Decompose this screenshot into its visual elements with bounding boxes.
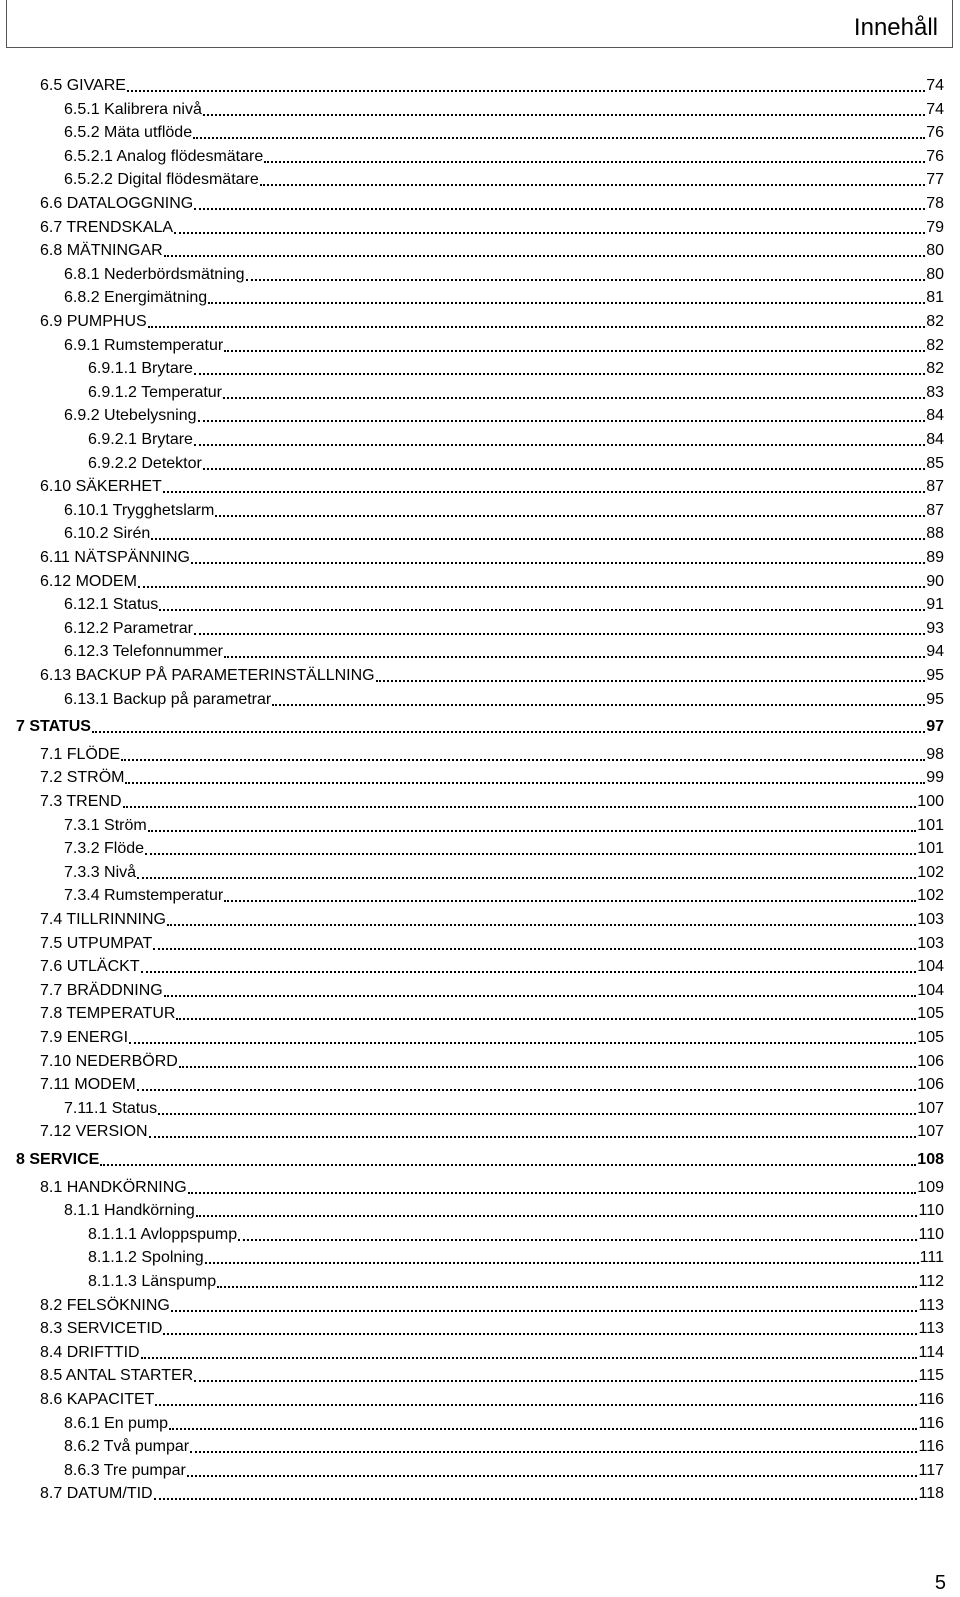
toc-entry-label: 7.11.1 Status [64,1099,158,1117]
dot-leader [194,633,925,635]
toc-entry-page: 87 [926,478,944,496]
toc-chapter-entry[interactable] [16,715,944,737]
dot-leader [203,468,925,470]
toc-entry-page: 87 [926,501,944,519]
toc-entry-label: 6.11 NÄTSPÄNNING [40,549,190,566]
toc-entry-page: 103 [917,911,944,928]
toc-entry-page: 95 [926,690,944,708]
dot-leader [125,782,925,784]
toc-entry[interactable] [40,74,944,96]
toc-entry[interactable] [40,955,944,977]
toc-entry[interactable] [40,1073,944,1095]
dot-leader [148,326,926,328]
toc-entry-label: 8.1.1.1 Avloppspump [88,1225,238,1243]
toc-entry-page: 83 [926,383,944,401]
toc-entry-page: 89 [926,549,944,566]
toc-entry-page: 99 [926,769,944,787]
dot-leader [217,1286,917,1288]
toc-entry-label: 6.9.2 Utebelysning [64,407,197,425]
toc-entry-page: 114 [918,1343,944,1361]
toc-entry-label: 6.10.2 Sirén [64,525,151,543]
toc-entry-page: 76 [926,124,944,142]
toc-entry[interactable] [64,168,944,190]
dot-leader [224,350,925,352]
toc-entry[interactable] [88,1270,944,1292]
toc-entry[interactable] [64,640,944,662]
toc-entry-label: 6.13 BACKUP PÅ PARAMETERINSTÄLLNING [40,667,375,684]
toc-entry-label: 6.12.2 Parametrar [64,619,193,637]
toc-entry-page: 101 [917,816,944,834]
dot-leader [137,1089,917,1091]
dot-leader [151,538,925,540]
toc-entry-label: 7.3.3 Nivå [64,863,137,881]
toc-entry-label: 8.6 KAPACITET [40,1391,155,1408]
toc-entry-label: 6.8 MÄTNINGAR [40,242,163,260]
toc-entry[interactable] [64,334,944,356]
toc-entry[interactable] [88,381,944,403]
toc-entry[interactable] [64,404,944,426]
toc-entry-label: 6.5 GIVARE [40,77,126,94]
dot-leader [159,609,925,611]
toc-entry-label: 7.4 TILLRINNING [40,911,166,928]
dot-leader [224,656,925,658]
dot-leader [238,1239,917,1241]
toc-entry-label: 7 STATUS [16,718,91,736]
toc-entry-page: 118 [918,1485,944,1503]
toc-entry-label: 6.9.2.2 Detektor [88,454,202,472]
toc-entry[interactable] [64,522,944,544]
toc-entry-label: 8.6.2 Två pumpar [64,1438,190,1456]
toc-entry-page: 90 [926,572,944,590]
toc-entry-label: 6.12 MODEM [40,572,137,590]
dot-leader [264,161,925,163]
toc-entry-label: 6.13.1 Backup på parametrar [64,690,272,708]
toc-entry-label: 8.3 SERVICETID [40,1320,163,1338]
dot-leader [164,995,917,997]
dot-leader [272,704,925,706]
toc-entry-page: 117 [918,1461,944,1479]
toc-entry-label: 8.5 ANTAL STARTER [40,1367,194,1385]
toc-entry-label: 6.9.1.2 Temperatur [88,383,223,401]
toc-entry[interactable] [40,1120,944,1142]
toc-entry[interactable] [64,121,944,143]
toc-entry[interactable] [40,1341,944,1363]
toc-entry-page: 84 [926,407,944,425]
toc-entry[interactable] [64,814,944,836]
dot-leader [208,302,925,304]
toc-entry-page: 106 [917,1052,944,1070]
toc-entry-label: 6.9.2.1 Brytare [88,431,193,448]
toc-entry-page: 82 [926,313,944,330]
toc-entry-label: 7.7 BRÄDDNING [40,981,163,999]
dot-leader [205,1262,919,1264]
toc-entry[interactable] [64,1459,944,1481]
toc-entry-page: 78 [926,195,944,212]
dot-leader [100,1164,916,1166]
toc-entry-label: 6.7 TRENDSKALA [40,218,174,236]
dot-leader [179,1066,916,1068]
toc-entry-label: 8 SERVICE [16,1151,100,1168]
toc-entry-label: 8.6.3 Tre pumpar [64,1461,186,1479]
toc-entry[interactable] [40,546,944,568]
toc-entry-page: 77 [926,171,944,189]
toc-entry-page: 97 [926,718,944,736]
toc-entry-label: 6.12.1 Status [64,596,159,614]
toc-entry-page: 79 [926,218,944,236]
dot-leader [190,1451,917,1453]
toc-entry-label: 7.5 UTPUMPAT [40,934,153,952]
toc-entry-label: 7.3.1 Ström [64,816,147,834]
dot-leader [176,1018,916,1020]
toc-entry-page: 93 [926,619,944,637]
toc-entry[interactable] [40,790,944,812]
toc-entry[interactable] [64,263,944,285]
toc-entry[interactable] [40,1002,944,1024]
toc-entry-page: 107 [917,1123,944,1141]
toc-entry[interactable] [64,884,944,906]
toc-entry[interactable] [88,1246,944,1268]
toc-entry-page: 116 [918,1438,944,1456]
toc-entry-page: 104 [917,981,944,999]
toc-entry[interactable] [40,908,944,930]
dot-leader [246,279,926,281]
toc-entry[interactable] [88,357,944,379]
toc-entry[interactable] [40,1317,944,1339]
toc-entry[interactable] [40,310,944,332]
toc-entry-page: 76 [926,147,944,165]
toc-entry[interactable] [64,617,944,639]
section-title: Innehåll [853,14,938,41]
toc-entry-label: 8.1.1 Handkörning [64,1202,195,1220]
toc-entry-page: 95 [926,667,944,684]
toc-entry-page: 110 [918,1225,944,1243]
toc-entry-page: 105 [917,1029,944,1046]
toc-entry[interactable] [88,1223,944,1245]
dot-leader [127,90,925,92]
toc-entry[interactable] [40,743,944,765]
toc-entry-page: 80 [926,242,944,260]
dot-leader [191,562,925,564]
toc-entry-label: 8.6.1 En pump [64,1414,169,1432]
dot-leader [141,1357,918,1359]
toc-entry-label: 7.10 NEDERBÖRD [40,1052,178,1070]
toc-entry-label: 7.2 STRÖM [40,769,125,787]
dot-leader [154,1498,918,1500]
toc-entry-page: 80 [926,265,944,283]
toc-entry-page: 74 [926,77,944,94]
dot-leader [196,1215,918,1217]
dot-leader [171,1310,918,1312]
toc-entry-page: 81 [926,289,944,307]
toc-entry-label: 8.7 DATUM/TID [40,1485,153,1503]
toc-entry-label: 7.11 MODEM [40,1076,136,1094]
toc-entry[interactable] [64,861,944,883]
toc-entry-page: 94 [926,643,944,661]
toc-entry[interactable] [88,452,944,474]
dot-leader [145,853,916,855]
toc-entry-label: 7.9 ENERGI [40,1029,129,1046]
toc-entry-page: 109 [917,1178,944,1196]
dot-leader [123,806,917,808]
toc-entry-label: 8.1 HANDKÖRNING [40,1178,187,1196]
toc-entry[interactable] [40,979,944,1001]
toc-entry-page: 106 [917,1076,944,1094]
dot-leader [164,255,926,257]
toc-entry[interactable] [40,216,944,238]
dot-leader [224,900,916,902]
toc-entry-page: 82 [926,336,944,354]
dot-leader [194,1380,917,1382]
toc-entry[interactable] [64,499,944,521]
toc-entry-page: 113 [918,1296,944,1314]
dot-leader [169,1428,917,1430]
toc-entry[interactable] [40,932,944,954]
toc-entry-label: 7.3.2 Flöde [64,840,145,858]
dot-leader [155,1404,917,1406]
toc-entry[interactable] [64,145,944,167]
toc-entry-page: 103 [917,934,944,952]
toc-entry[interactable] [64,98,944,120]
toc-entry-label: 6.10 SÄKERHET [40,478,162,496]
toc-entry-label: 6.8.2 Energimätning [64,289,208,307]
toc-entry[interactable] [64,593,944,615]
dot-leader [149,1136,917,1138]
dot-leader [223,397,925,399]
toc-entry-label: 7.12 VERSION [40,1123,148,1141]
toc-entry-label: 6.9.1.1 Brytare [88,360,193,378]
dot-leader [203,114,925,116]
toc-entry[interactable] [40,192,944,214]
dot-leader [148,830,917,832]
dot-leader [121,759,925,761]
toc-entry-label: 6.12.3 Telefonnummer [64,643,223,661]
toc-entry[interactable] [40,475,944,497]
toc-entry[interactable] [40,1388,944,1410]
dot-leader [198,420,926,422]
toc-entry-label: 7.3 TREND [40,793,122,810]
toc-entry[interactable] [40,570,944,592]
dot-leader [158,1113,916,1115]
toc-entry-label: 6.9.1 Rumstemperatur [64,336,224,354]
dot-leader [194,208,925,210]
toc-entry-page: 102 [917,887,944,905]
toc-entry-label: 7.6 UTLÄCKT [40,958,140,976]
toc-entry-label: 8.1.1.3 Länspump [88,1273,217,1290]
toc-entry-page: 113 [918,1320,944,1338]
toc-entry[interactable] [64,1435,944,1457]
toc-entry-label: 8.2 FELSÖKNING [40,1296,170,1314]
toc-entry[interactable] [64,837,944,859]
toc-entry-label: 8.4 DRIFTTID [40,1343,140,1361]
toc-entry[interactable] [40,1364,944,1386]
toc-chapter-entry[interactable] [16,1148,944,1170]
toc-entry-page: 116 [918,1391,944,1408]
dot-leader [188,1192,917,1194]
dot-leader [163,491,925,493]
toc-entry-label: 6.5.1 Kalibrera nivå [64,100,202,118]
toc-entry-label: 6.5.2.1 Analog flödesmätare [64,147,264,165]
dot-leader [187,1475,918,1477]
dot-leader [174,232,925,234]
toc-entry-label: 6.10.1 Trygghetslarm [64,501,215,519]
dot-leader [138,586,925,588]
dot-leader [141,971,917,973]
toc-entry-page: 115 [918,1367,944,1385]
toc-entry[interactable] [40,1482,944,1504]
toc-entry-page: 91 [926,596,944,614]
toc-entry-page: 82 [926,360,944,378]
toc-entry[interactable] [40,1026,944,1048]
toc-entry-label: 8.1.1.2 Spolning [88,1249,204,1267]
dot-leader [215,515,925,517]
dot-leader [163,1333,917,1335]
toc-entry[interactable] [88,428,944,450]
toc-entry-page: 85 [926,454,944,472]
dot-leader [92,731,925,733]
toc-entry-page: 98 [926,745,944,763]
toc-entry-label: 7.3.4 Rumstemperatur [64,887,224,905]
dot-leader [194,373,925,375]
toc-entry[interactable] [64,286,944,308]
toc-entry[interactable] [64,1199,944,1221]
toc-entry[interactable] [40,239,944,261]
toc-entry[interactable] [40,766,944,788]
page-number: 5 [934,1572,946,1594]
toc-entry[interactable] [64,688,944,710]
toc-entry-page: 100 [917,793,944,810]
toc-entry[interactable] [40,1050,944,1072]
toc-entry-page: 107 [917,1099,944,1117]
dot-leader [167,924,916,926]
toc-entry-page: 104 [917,958,944,976]
toc-entry-label: 7.1 FLÖDE [40,745,121,763]
toc-entry-label: 6.8.1 Nederbördsmätning [64,265,245,283]
toc-entry-page: 74 [926,100,944,118]
toc-entry-page: 110 [918,1202,944,1220]
toc-entry[interactable] [64,1412,944,1434]
toc-entry-page: 116 [918,1414,944,1432]
toc-entry-page: 112 [918,1273,944,1290]
dot-leader [129,1042,916,1044]
toc-entry-page: 84 [926,431,944,448]
toc-entry[interactable] [40,664,944,686]
toc-entry-label: 7.8 TEMPERATUR [40,1005,176,1023]
toc-entry-label: 6.9 PUMPHUS [40,313,147,330]
dot-leader [376,680,926,682]
dot-leader [194,444,925,446]
toc-entry-page: 102 [917,863,944,881]
toc-entry-page: 111 [919,1249,944,1267]
dot-leader [153,948,916,950]
toc-entry-page: 105 [917,1005,944,1023]
dot-leader [193,137,925,139]
toc-entry-label: 6.5.2 Mäta utflöde [64,124,193,142]
dot-leader [137,877,916,879]
toc-entry[interactable] [40,1176,944,1198]
dot-leader [260,184,925,186]
toc-entry[interactable] [40,1294,944,1316]
toc-entry-label: 6.6 DATALOGGNING [40,195,194,212]
toc-entry-page: 88 [926,525,944,543]
toc-entry-page: 108 [917,1151,944,1168]
toc-entry-label: 6.5.2.2 Digital flödesmätare [64,171,259,189]
toc-entry-page: 101 [917,840,944,858]
toc-entry[interactable] [64,1097,944,1119]
